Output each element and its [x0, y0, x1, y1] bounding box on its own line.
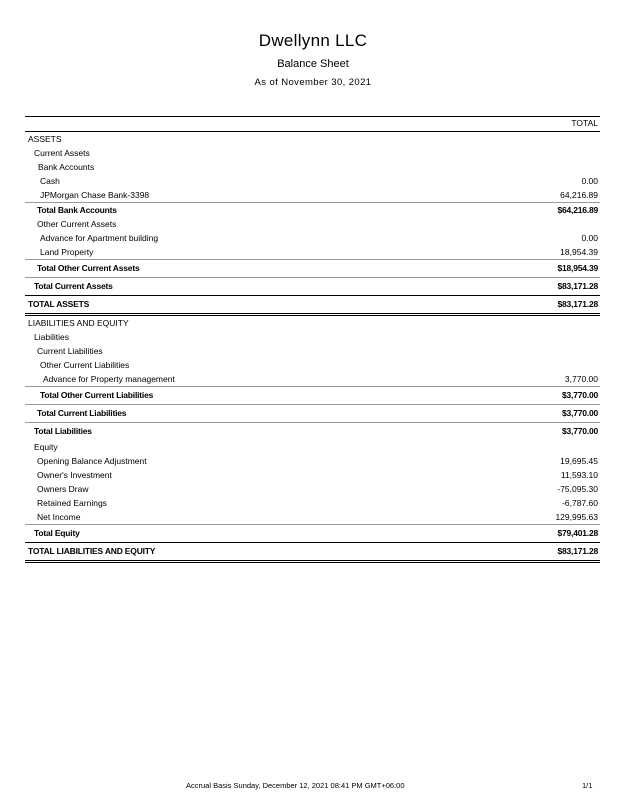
row-amount: 11,593.10: [560, 470, 598, 480]
group-bank-accounts: [25, 160, 600, 174]
row-total-equity: [25, 524, 600, 542]
row-total-current-liabilities: [25, 404, 600, 422]
row-label: Current Liabilities: [37, 346, 103, 356]
row-amount: 3,770.00: [564, 374, 598, 384]
row-label: Total Liabilities: [34, 426, 92, 436]
row-amount: -75,095.30: [557, 484, 598, 494]
row-total-other-current-liabilities: [25, 386, 600, 404]
row-net-income: [25, 510, 600, 524]
row-owners-investment: [25, 468, 600, 482]
row-label: Liabilities: [34, 332, 69, 342]
company-name: Dwellynn LLC: [258, 31, 368, 50]
row-total-liabilities: [25, 422, 600, 440]
balance-sheet-table: [25, 116, 600, 563]
total-column-label: TOTAL: [571, 118, 598, 128]
row-amount: $79,401.28: [557, 528, 598, 538]
row-amount: $83,171.28: [557, 281, 598, 291]
section-heading-liabilities-equity: [25, 316, 600, 330]
row-total-other-current-assets: [25, 259, 600, 277]
row-amount: $83,171.28: [557, 299, 598, 309]
footer-basis: Accrual Basis Sunday, December 12, 2021 08:41 PM GMT+06:00: [186, 781, 405, 790]
page-number: 1/1: [582, 781, 593, 790]
row-label: Current Assets: [34, 148, 90, 158]
row-retained-earnings: [25, 496, 600, 510]
row-label: Other Current Assets: [37, 219, 117, 229]
row-label: Owner's Investment: [37, 470, 112, 480]
row-label: Net Income: [37, 512, 81, 522]
row-label: Land Property: [40, 247, 94, 257]
row-amount: $3,770.00: [561, 426, 598, 436]
row-label: Total Equity: [34, 528, 80, 538]
row-opening-balance: [25, 454, 600, 468]
row-label: Total Bank Accounts: [37, 205, 117, 215]
row-amount: 129,995.63: [555, 512, 598, 522]
group-liabilities: [25, 330, 600, 344]
group-equity: [25, 440, 600, 454]
row-total-current-assets: [25, 277, 600, 295]
row-amount: 0.00: [581, 176, 598, 186]
row-total-bank-accounts: [25, 202, 600, 217]
group-other-current-assets: [25, 217, 600, 231]
column-header: [25, 116, 600, 132]
row-jpmorgan: [25, 188, 600, 202]
row-label: TOTAL LIABILITIES AND EQUITY: [28, 546, 156, 556]
row-amount: 19,695.45: [560, 456, 598, 466]
row-label: Advance for Property management: [43, 374, 175, 384]
row-amount: 64,216.89: [560, 190, 598, 200]
report-title: Balance Sheet: [277, 58, 349, 70]
row-label: Equity: [34, 442, 58, 452]
row-amount: $64,216.89: [557, 205, 598, 215]
group-current-liabilities: [25, 344, 600, 358]
row-amount: $83,171.28: [557, 546, 598, 556]
row-label: Total Current Liabilities: [37, 408, 127, 418]
row-label: LIABILITIES AND EQUITY: [28, 318, 129, 328]
row-amount: $3,770.00: [561, 408, 598, 418]
row-amount: 18,954.39: [560, 247, 598, 257]
row-cash: [25, 174, 600, 188]
row-advance-apartment: [25, 231, 600, 245]
row-label: Total Other Current Liabilities: [40, 390, 154, 400]
row-total-liabilities-equity: [25, 542, 600, 563]
row-amount: 0.00: [581, 233, 598, 243]
row-label: Owners Draw: [37, 484, 89, 494]
row-label: Total Current Assets: [34, 281, 113, 291]
row-label: Total Other Current Assets: [37, 263, 140, 273]
row-label: TOTAL ASSETS: [28, 299, 90, 309]
row-label: Cash: [40, 176, 60, 186]
row-label: Advance for Apartment building: [40, 233, 159, 243]
row-owners-draw: [25, 482, 600, 496]
group-current-assets: [25, 146, 600, 160]
row-label: ASSETS: [28, 134, 62, 144]
report-date: As of November 30, 2021: [254, 77, 372, 88]
row-amount: -6,787.60: [562, 498, 598, 508]
row-label: Opening Balance Adjustment: [37, 456, 147, 466]
row-label: Retained Earnings: [37, 498, 107, 508]
row-amount: $18,954.39: [557, 263, 598, 273]
group-other-current-liabilities: [25, 358, 600, 372]
row-amount: $3,770.00: [561, 390, 598, 400]
row-label: JPMorgan Chase Bank-3398: [40, 190, 150, 200]
row-label: Bank Accounts: [38, 162, 95, 172]
section-heading-assets: [25, 132, 600, 146]
row-label: Other Current Liabilities: [40, 360, 130, 370]
row-total-assets: [25, 295, 600, 316]
row-advance-property: [25, 372, 600, 386]
row-land-property: [25, 245, 600, 259]
